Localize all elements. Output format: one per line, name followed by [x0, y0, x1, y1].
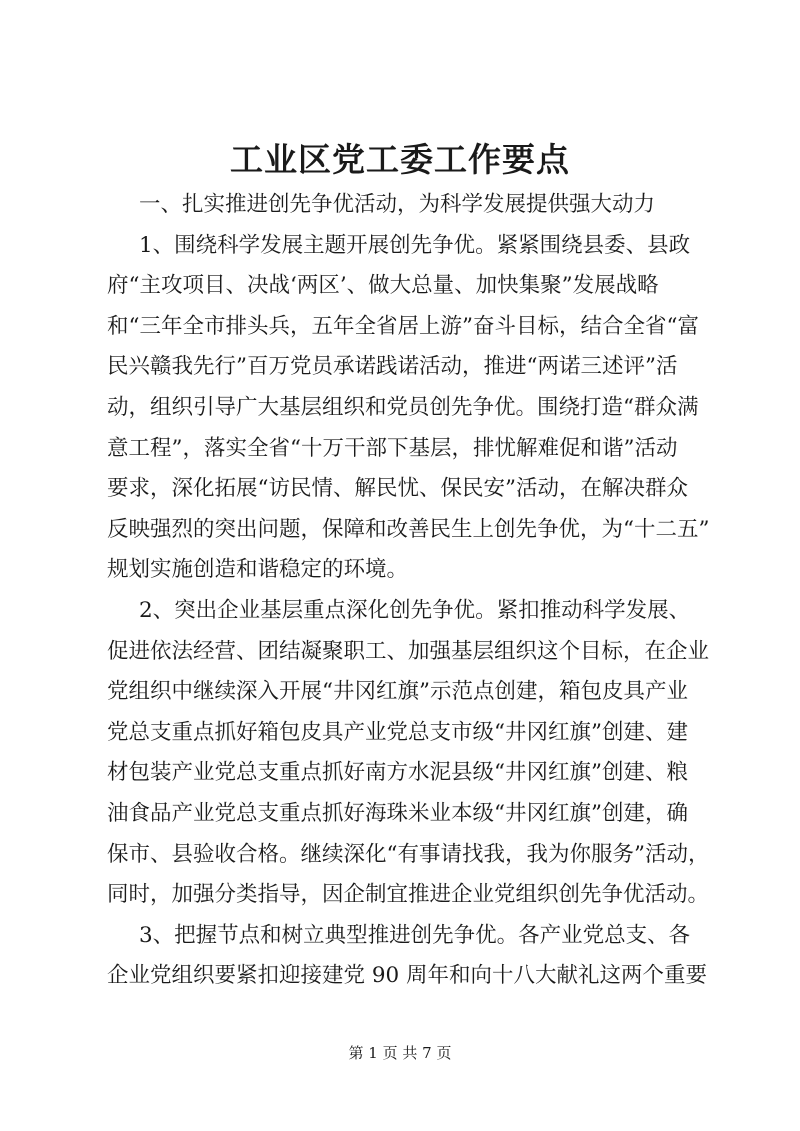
paragraph-line: 同时，加强分类指导，因企制宜推进企业党组织创先争优活动。: [107, 882, 710, 908]
page-number: 第 1 页 共 7 页: [348, 1044, 452, 1062]
paragraph-line: 油食品产业党总支重点抓好海珠米业本级“井冈红旗”创建，确: [107, 800, 688, 826]
paragraph-line: 反映强烈的突出问题，保障和改善民生上创先争优，为“十二五”: [107, 516, 710, 542]
paragraph-line: 民兴赣我先行”百万党员承诺践诺活动，推进“两诺三述评”活: [107, 354, 678, 380]
paragraph-line: 党总支重点抓好箱包皮具产业党总支市级“井冈红旗”创建、建: [107, 719, 688, 745]
paragraph-line: 2、突出企业基层重点深化创先争优。紧扣推动科学发展、: [139, 597, 691, 623]
paragraph-line: 和“三年全市排头兵，五年全省居上游”奋斗目标，结合全省“富: [107, 313, 699, 339]
paragraph-line: 动，组织引导广大基层组织和党员创先争优。围绕打造“群众满: [107, 394, 699, 420]
paragraph-line: 企业党组织要紧扣迎接建党 90 周年和向十八大献礼这两个重要: [107, 963, 708, 989]
paragraph-line: 党组织中继续深入开展“井冈红旗”示范点创建，箱包皮具产业: [107, 679, 688, 705]
document-body: [107, 185, 710, 997]
paragraph-line: 意工程”，落实全省“十万干部下基层，排忧解难促和谐”活动: [107, 435, 678, 461]
paragraph-line: 保市、县验收合格。继续深化“有事请找我，我为你服务”活动，: [107, 841, 710, 867]
section-heading: 一、扎实推进创先争优活动，为科学发展提供强大动力: [139, 192, 656, 217]
paragraph-line: 1、围绕科学发展主题开展创先争优。紧紧围绕县委、县政: [139, 232, 691, 258]
paragraph-line: 要求，深化拓展“访民情、解民忧、保民安”活动，在解决群众: [107, 476, 688, 502]
paragraph-line: 促进依法经营、团结凝聚职工、加强基层组织这个目标，在企业: [107, 638, 710, 664]
paragraph-line: 规划实施创造和谐稳定的环境。: [107, 557, 409, 583]
paragraph-line: 3、把握节点和树立典型推进创先争优。各产业党总支、各: [139, 922, 691, 948]
document-title: 工业区党工委工作要点: [230, 140, 570, 179]
paragraph-line: 府“主攻项目、决战‘两区’、做大总量、加快集聚”发展战略: [107, 273, 659, 299]
paragraph-line: 材包装产业党总支重点抓好南方水泥县级“井冈红旗”创建、粮: [107, 760, 688, 786]
